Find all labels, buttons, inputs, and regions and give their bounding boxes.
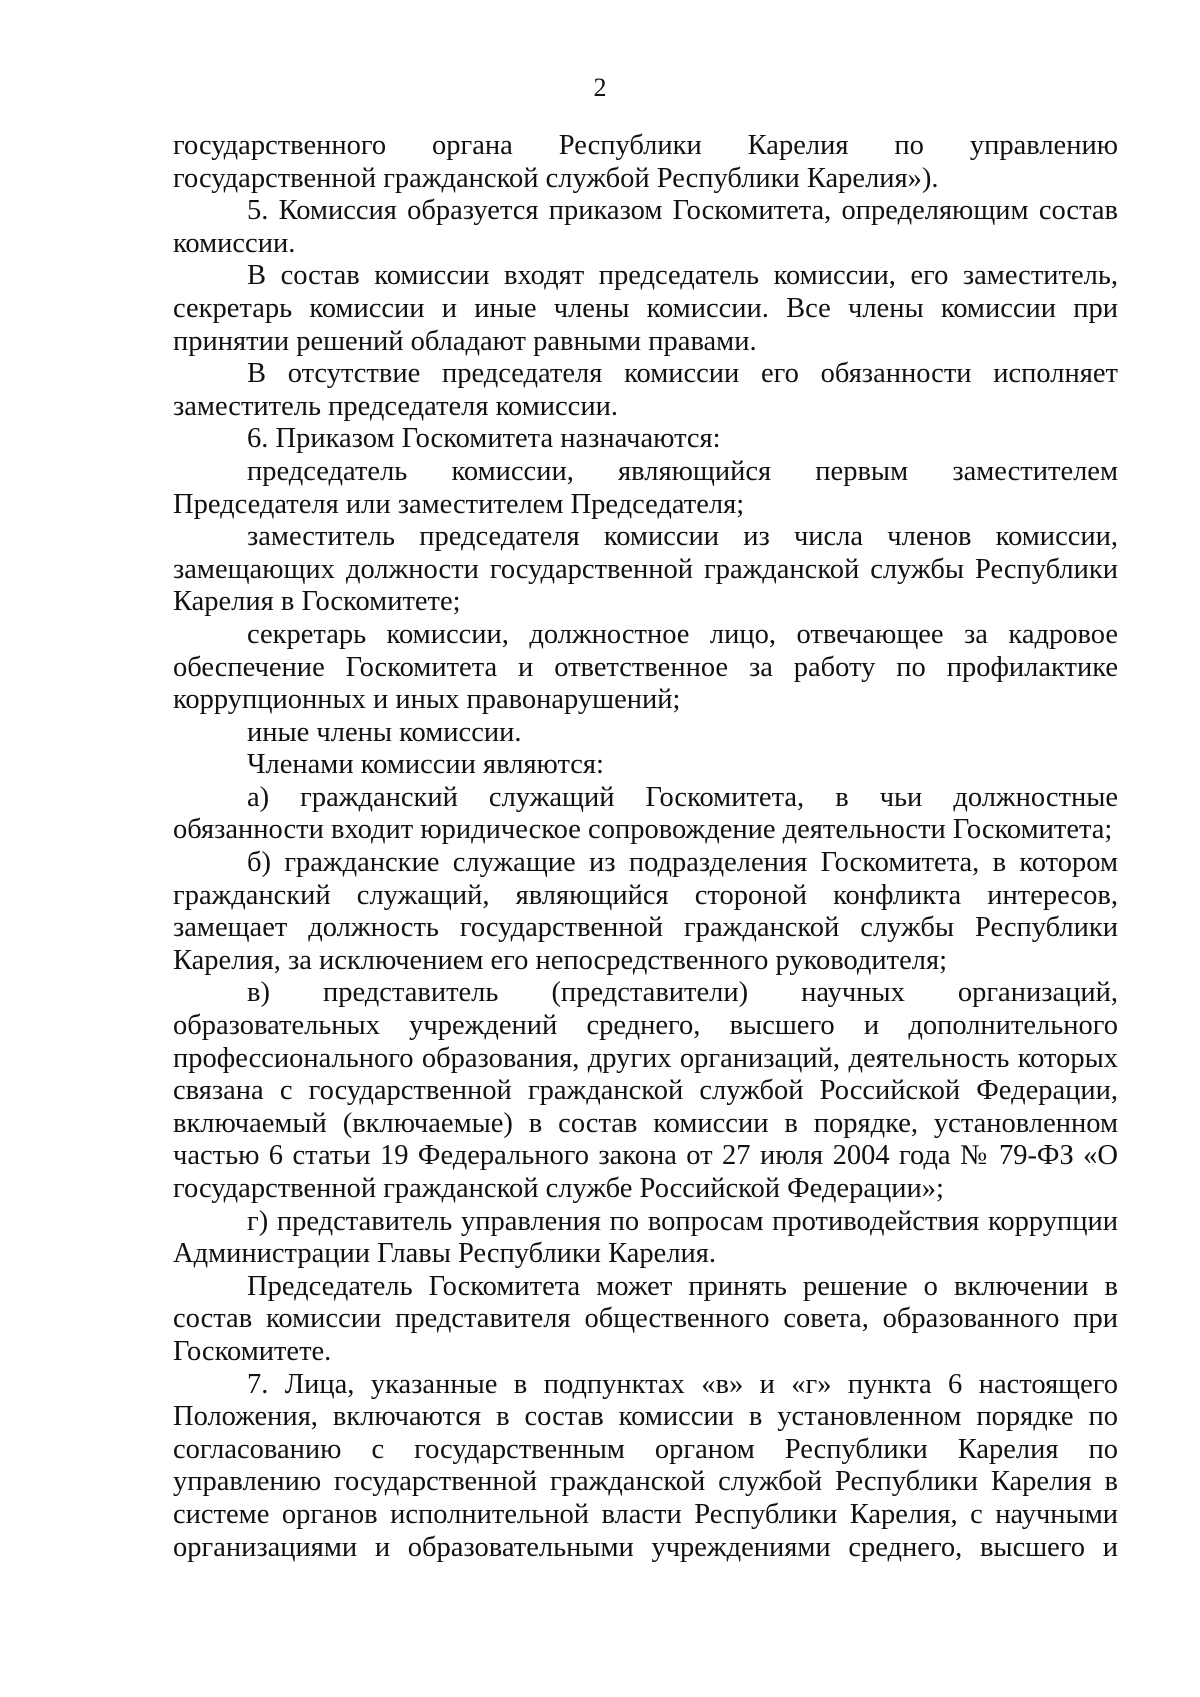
paragraph-other-members: иные члены комиссии. — [247, 716, 522, 748]
paragraph-subitem-a: а) гражданский служащий Госкомитета, в чьи должностные обязанности входит юридическое сопровождение деятельности Госкомитета; — [173, 781, 1118, 846]
page-number: 2 — [593, 73, 607, 102]
paragraph-deputy-chairman: заместитель председателя комиссии из числа членов комиссии, замещающих должности государственной гражданской службы Республики Карелия в Госкомитете; — [173, 521, 1118, 618]
paragraph-item-5: 5. Комиссия образуется приказом Госкомитета, определяющим состав комиссии. — [173, 195, 1118, 259]
paragraph-item-6: 6. Приказом Госкомитета назначаются: — [247, 423, 721, 455]
paragraph-continuation: государственного органа Республики Карелия по управлению государственной гражданской службой Республики Карелия»). — [173, 130, 1118, 194]
paragraph-secretary: секретарь комиссии, должностное лицо, отвечающее за кадровое обеспечение Госкомитета и ответственное за работу по профилактике коррупционных и иных правонарушений; — [173, 618, 1118, 716]
paragraph-absence: В отсутствие председателя комиссии его обязанности исполняет заместитель председателя комиссии. — [173, 358, 1118, 422]
paragraph-chairman: председатель комиссии, являющийся первым заместителем Председателя или заместителем Председателя; — [173, 455, 1118, 520]
paragraph-composition: В состав комиссии входят председатель комиссии, его заместитель, секретарь комиссии и иные члены комиссии. Все члены комиссии при принятии решений обладают равными правами. — [173, 260, 1118, 357]
paragraph-item-7: 7. Лица, указанные в подпунктах «в» и «г» пункта 6 настоящего Положения, включаются в состав комиссии в установленном порядке по согласованию с государственным органом Республики Карелия по управлению государственной гражданской службой Республики Карелия в системе органов исполнительной власти Республики Карелия, с научными организациями и образовательными учреждениями среднего, высшего и — [173, 1368, 1118, 1563]
paragraph-subitem-g: г) представитель управления по вопросам противодействия коррупции Администрации Главы Республики Карелия. — [173, 1205, 1118, 1270]
paragraph-subitem-v: в) представитель (представители) научных организаций, образовательных учреждений среднего, высшего и дополнительного профессионального образования, других организаций, деятельность которых связана с государственной гражданской службой Российской Федерации, включаемый (включаемые) в состав комиссии в порядке, установленном частью 6 статьи 19 Федерального закона от 27 июля 2004 года № 79-ФЗ «О государственной гражданской службе Российской Федерации»; — [173, 977, 1118, 1204]
paragraph-subitem-b: б) гражданские служащие из подразделения Госкомитета, в котором гражданский служащий, являющийся стороной конфликта интересов, замещает должность государственной гражданской службы Республики Карелия, за исключением его непосредственного руководителя; — [173, 847, 1118, 976]
paragraph-public-council: Председатель Госкомитета может принять решение о включении в состав комиссии представителя общественного совета, образованного при Госкомитете. — [173, 1270, 1118, 1367]
paragraph-members-intro: Членами комиссии являются: — [247, 749, 604, 781]
document-body — [173, 130, 1118, 1564]
